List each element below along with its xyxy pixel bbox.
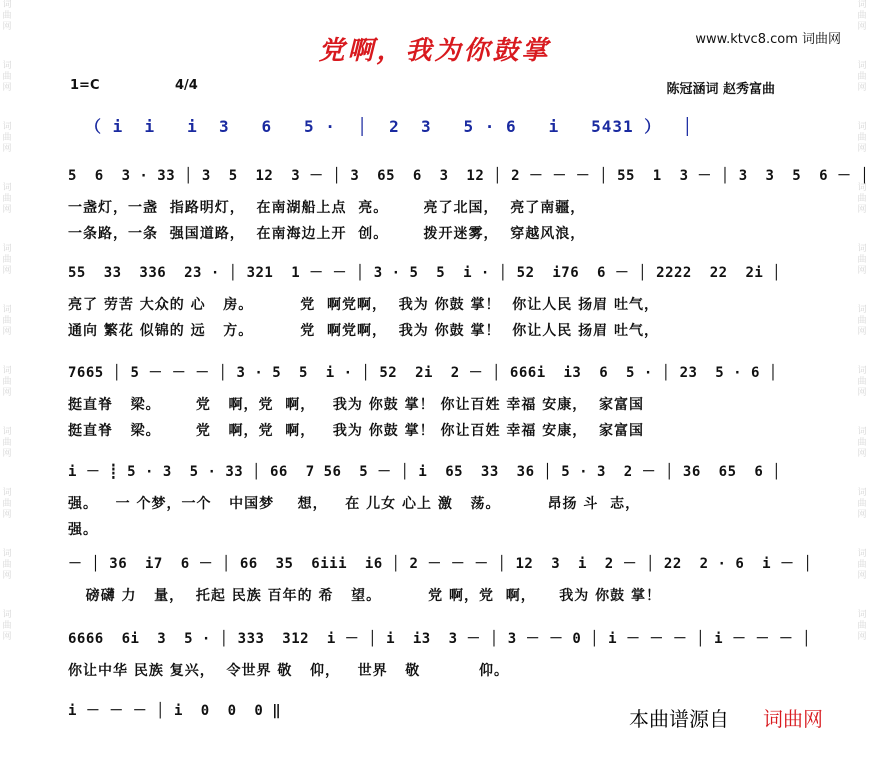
lyric-line: 你让中华 民族 复兴， 令世界 敬 仰， 世界 敬 仰。 bbox=[68, 663, 509, 679]
notation-line: － │ 36 i7 6 － │ 66 35 6iii i6 │ 2 － － － │ 12 3 i 2 － │ 22 2 · 6 i － │ bbox=[68, 556, 813, 572]
lyric-line: 一盏灯，一盏 指路明灯， 在南湖船上点 亮。 亮了北国， 亮了南疆， bbox=[68, 200, 586, 216]
notation-line: 7665 │ 5 － － － │ 3 · 5 5 i · │ 52 2i 2 － │ 666i i3 6 5 · │ 23 5 · 6 │ bbox=[68, 365, 778, 381]
footer-site-name[interactable]: 词曲网 bbox=[763, 707, 823, 731]
lyric-line: 强。 一 个梦，一个 中国梦 想， 在 儿女 心上 激 荡。 昂扬 斗 志， bbox=[68, 496, 641, 512]
song-title: 党啊，我为你鼓掌 bbox=[318, 36, 551, 66]
key-signature: 1=C bbox=[70, 78, 100, 93]
watermark-left: 词曲网 词曲网 词曲网 词曲网 词曲网 词曲网 词曲网 词曲网 词曲网 词曲网 词曲网 bbox=[2, 0, 12, 642]
notation-line: 6666 6i 3 5 · │ 333 312 i － │ i i3 3 － │ 3 － － 0 │ i － － － │ i － － － │ bbox=[68, 631, 812, 647]
notation-line: i － － － │ i 0 0 0 ‖ bbox=[68, 703, 282, 719]
lyric-line: 磅礴 力 量， 托起 民族 百年的 希 望。 党 啊，党 啊， 我为 你鼓 掌！ bbox=[68, 588, 661, 604]
lyric-line: 一条路，一条 强国道路， 在南海边上开 创。 拨开迷雾， 穿越风浪， bbox=[68, 226, 586, 242]
notation-line: 55 33 336 23 · │ 321 1 － － │ 3 · 5 5 i · │ 52 i76 6 － │ 2222 22 2i │ bbox=[68, 265, 782, 281]
lyric-line: 通向 繁花 似锦的 远 方。 党 啊党啊， 我为 你鼓 掌！ 你让人民 扬眉 吐气， bbox=[68, 323, 659, 339]
site-url[interactable]: www.ktvc8.com 词曲网 bbox=[695, 32, 841, 47]
composer-credit: 陈冠涵词 赵秀富曲 bbox=[666, 82, 775, 97]
notation-line: i － ┋ 5 · 3 5 · 33 │ 66 7 56 5 － │ i 65 33 36 │ 5 · 3 2 － │ 36 65 6 │ bbox=[68, 464, 782, 480]
notation-line: 5 6 3 · 33 │ 3 5 12 3 － │ 3 65 6 3 12 │ 2 － － － │ 55 1 3 － │ 3 3 5 6 － │ bbox=[68, 168, 869, 184]
time-signature: 4/4 bbox=[175, 78, 198, 93]
lyric-line: 强。 bbox=[68, 522, 98, 538]
lyric-line: 挺直脊 梁。 党 啊，党 啊， 我为 你鼓 掌！ 你让百姓 幸福 安康， 家富国 bbox=[68, 397, 644, 413]
intro-notation: （ i i i 3 6 5 · │ 2 3 5 · 6 i 5431 ） │ bbox=[85, 117, 694, 136]
watermark-right: 词曲网 词曲网 词曲网 词曲网 词曲网 词曲网 词曲网 词曲网 词曲网 词曲网 词曲网 bbox=[857, 0, 867, 642]
lyric-line: 挺直脊 梁。 党 啊，党 啊， 我为 你鼓 掌！ 你让百姓 幸福 安康， 家富国 bbox=[68, 423, 644, 439]
footer-source-label: 本曲谱源自 bbox=[629, 707, 729, 731]
lyric-line: 亮了 劳苦 大众的 心 房。 党 啊党啊， 我为 你鼓 掌！ 你让人民 扬眉 吐气， bbox=[68, 297, 659, 313]
